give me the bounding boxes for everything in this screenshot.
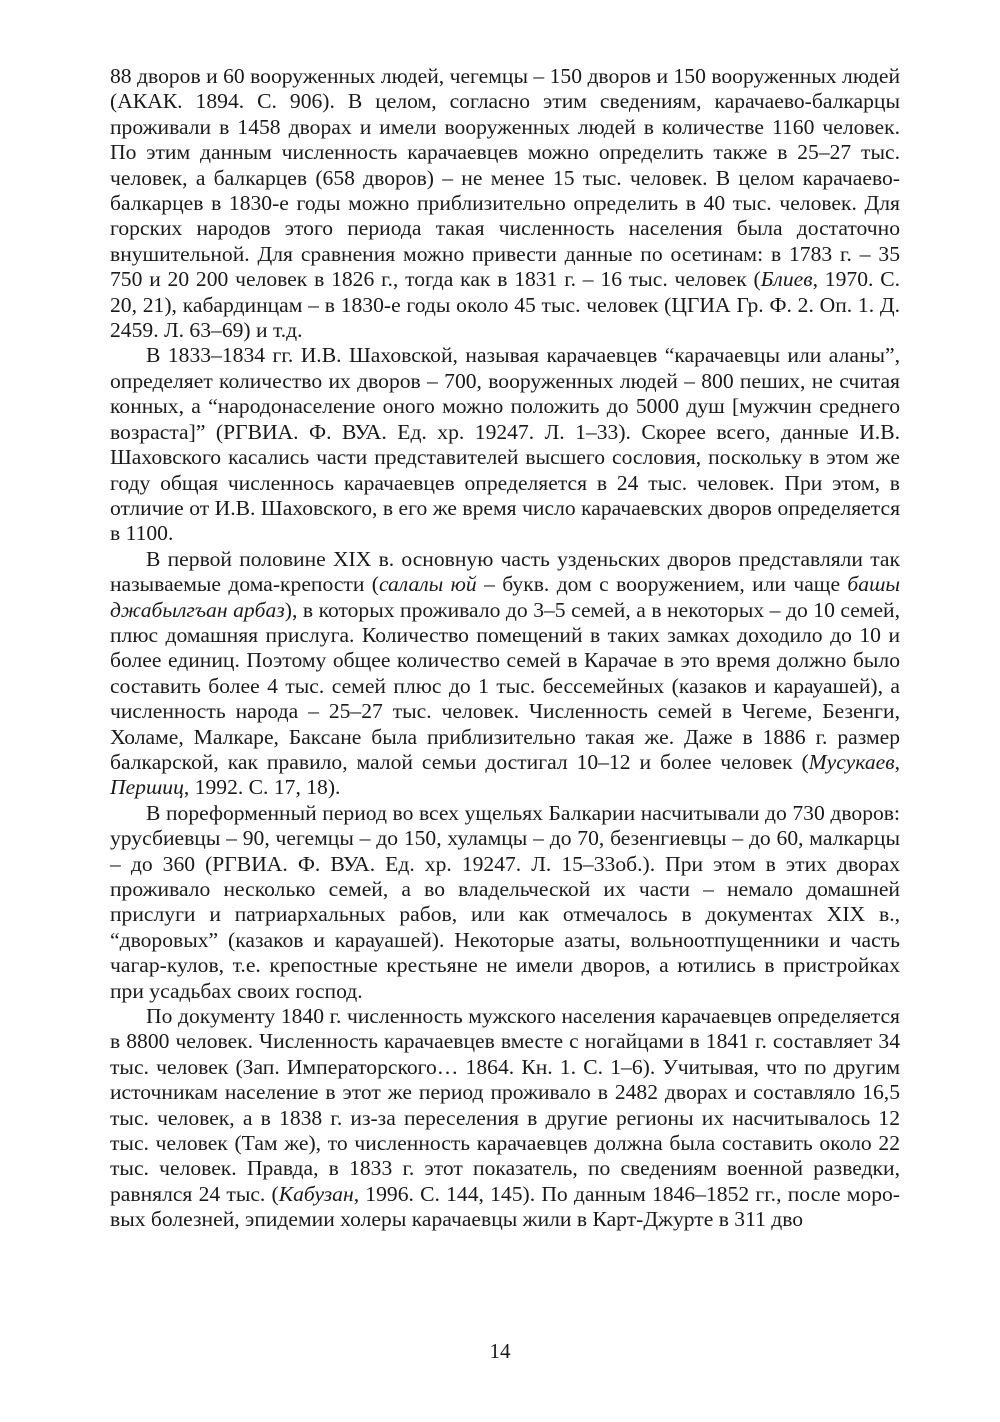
italic-citation: салалы юй [378, 572, 477, 597]
text-run: , 1992. С. 17, 18). [183, 775, 341, 800]
italic-citation: Мусукаев [808, 749, 895, 774]
body-text [110, 64, 900, 1233]
page-number: 14 [489, 1339, 511, 1363]
text-run: , 1970. С. 20, 21), кабардинцам – в 1830-е годы около 45 тыс. человек (ЦГИА Гр. Ф. 2. Оп. 1. Д. 2459. Л. 63–69) и т.д. [110, 267, 900, 343]
paragraph [110, 64, 900, 343]
text-run: В 1833–1834 гг. И.В. Шаховской, называя карачаевцев “карачаевцы или аланы”, определяет количество их дворов – 700, вооруженных людей – 800 пеших, не считая конных, а “народонаселение оного можно положить до 5000 душ [мужчин среднего возраста]” (РГВИА. Ф. ВУА. Ед. хр. 19247. Л. 1–33). Скорее всего, данные И.В. Шаховского касались части представителей высшего сословия, поскольку в этом же году общая численнось карачаевцев определяется в 24 тыс. человек. При этом, в отличие от И.В. Шаховского, в его же время число карачаевских дворов определяется в 1100. [110, 343, 900, 546]
paragraph [110, 1004, 900, 1233]
italic-citation: Першиц [110, 775, 184, 800]
text-run: По документу 1840 г. численность мужского населения карачаевцев определяется в 8800 человек. Численность карачаевцев вместе с ногайцами в 1841 г. составляет 34 тыс. человек (Зап. Императорского… 1864. Кн. 1. С. 1–6). Учитывая, что по другим источникам население в этот же период проживало в 2482 дворах и составляло 16,5 тыс. человек, а в 1838 г. из-за переселения в другие регионы их насчитывалось 12 тыс. человек (Там же), то численность карачаевцев должна была составить около 22 тыс. человек. Правда, в 1833 г. этот показатель, по сведениям военной разведки, равнялся 24 тыс. ( [110, 1004, 900, 1206]
text-run: – букв. дом с вооружением, или чаще [476, 572, 848, 597]
text-run: В пореформенный период во всех ущельях Балкарии насчитывали до 730 дворов: урусбиевцы – 90, чегемцы – до 150, хуламцы – до 70, безенгиевцы – до 60, малкарцы – до 360 (РГВИА. Ф. ВУА. Ед. хр. 19247. Л. 15–33об.). При этом в этих дворах проживало несколько семей, а во владельческой их части – немало домашней прислуги и патриархальных рабов, или как отмечалось в документах XIX в., “дворовых” (казаков и карауашей). Некоторые азаты, вольноотпущенники и часть чагар-кулов, т.е. крепостные крестьяне не имели дворов, а ютились в пристройках при усадьбах своих господ. [110, 800, 900, 1003]
text-run: 88 дворов и 60 вооруженных людей, чегемцы – 150 дворов и 150 вооруженных людей (АКАК. 1894. С. 906). В целом, согласно этим сведениям, карачаево-балкарцы проживали в 1458 дворах и имели вооруженных людей в количестве 1160 человек. По этим данным численность карачаевцев можно определить также в 25–27 тыс. человек, а балкарцев (658 дворов) – не менее 15 тыс. человек. В целом карачаево-балкарцев в 1830-е годы можно приблизительно определить в 40 тыс. человек. Для горских народов этого периода такая численность населения была достаточно внушительной. Для сравнения можно привести данные по осетинам: в 1783 г. – 35 750 и 20 200 человек в 1826 г., тогда как в 1831 г. – 16 тыс. человек ( [110, 64, 900, 292]
text-run: В первой половине XIX в. основную часть узденьских дворов представляли так называемые дома-крепости ( [110, 546, 900, 597]
italic-citation: Блиев [760, 267, 813, 292]
italic-citation: башы джабылгъан арбаз [110, 572, 900, 622]
text-run: , 1996. С. 144, 145). По данным 1846–1852 гг., после моровых болезней, эпидемии холеры карачаевцы жили в Карт-Джурте в 311 дво [110, 1181, 900, 1232]
text-run: , [894, 749, 900, 774]
paragraph [110, 801, 900, 1004]
paragraph [110, 343, 900, 546]
text-run: ), в которых проживало до 3–5 семей, а в некоторых – до 10 семей, плюс домашняя прислуга. Количество помещений в таких замках доходило до 10 и более единиц. Поэтому общее количество семей в Карачае в это время должно было составить более 4 тыс. семей плюс до 1 тыс. бессемейных (казаков и карауашей), а численность народа – 25–27 тыс. человек. Численность семей в Чегеме, Безенги, Холаме, Малкаре, Баксане была приблизительно такая же. Даже в 1886 г. размер балкарской, как правило, малой семьи достигал 10–12 и более человек ( [110, 597, 901, 774]
italic-citation: Кабузан [278, 1181, 354, 1206]
paragraph [110, 547, 900, 801]
